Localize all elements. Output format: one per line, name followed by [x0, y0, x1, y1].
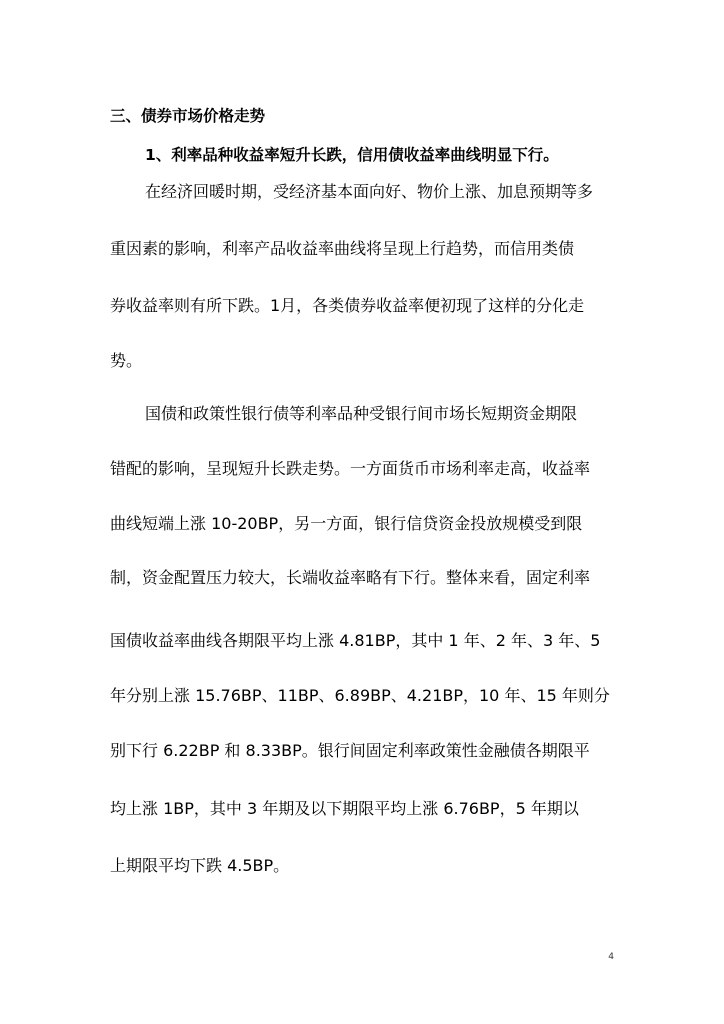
- paragraph-1-line-3: 券收益率则有所下跌。1月，各类债券收益率便初现了这样的分化走: [110, 296, 585, 315]
- paragraph-2-line-5: 国债收益率曲线各期限平均上涨 4.81BP，其中 1 年、2 年、3 年、5: [110, 631, 601, 650]
- section-heading: 三、债券市场价格走势: [110, 107, 266, 125]
- paragraph-1-line-2: 重因素的影响，利率产品收益率曲线将呈现上行趋势，而信用类债: [110, 239, 575, 258]
- paragraph-1-line-4: 势。: [110, 351, 143, 370]
- paragraph-2-line-4: 制，资金配置压力较大，长端收益率略有下行。整体来看，固定利率: [110, 568, 591, 587]
- paragraph-1-line-1: 在经济回暖时期，受经济基本面向好、物价上涨、加息预期等多: [145, 182, 594, 201]
- paragraph-2-line-3: 曲线短端上涨 10-20BP，另一方面，银行信贷资金投放规模受到限: [110, 514, 583, 533]
- paragraph-2-line-1: 国债和政策性银行债等利率品种受银行间市场长短期资金期限: [145, 404, 578, 423]
- paragraph-2-line-7: 别下行 6.22BP 和 8.33BP。银行间固定利率政策性金融债各期限平: [110, 741, 590, 760]
- paragraph-2-line-6: 年分别上涨 15.76BP、11BP、6.89BP、4.21BP，10 年、15 年则分: [110, 686, 610, 705]
- page-number: 4: [608, 952, 614, 962]
- paragraph-2-line-8: 均上涨 1BP，其中 3 年期及以下期限平均上涨 6.76BP，5 年期以: [110, 799, 579, 818]
- paragraph-2-line-9: 上期限平均下跌 4.5BP。: [110, 856, 290, 875]
- subheading: 1、利率品种收益率短升长跌，信用债收益率曲线明显下行。: [145, 146, 559, 164]
- paragraph-2-line-2: 错配的影响，呈现短升长跌走势。一方面货币市场利率走高，收益率: [110, 459, 591, 478]
